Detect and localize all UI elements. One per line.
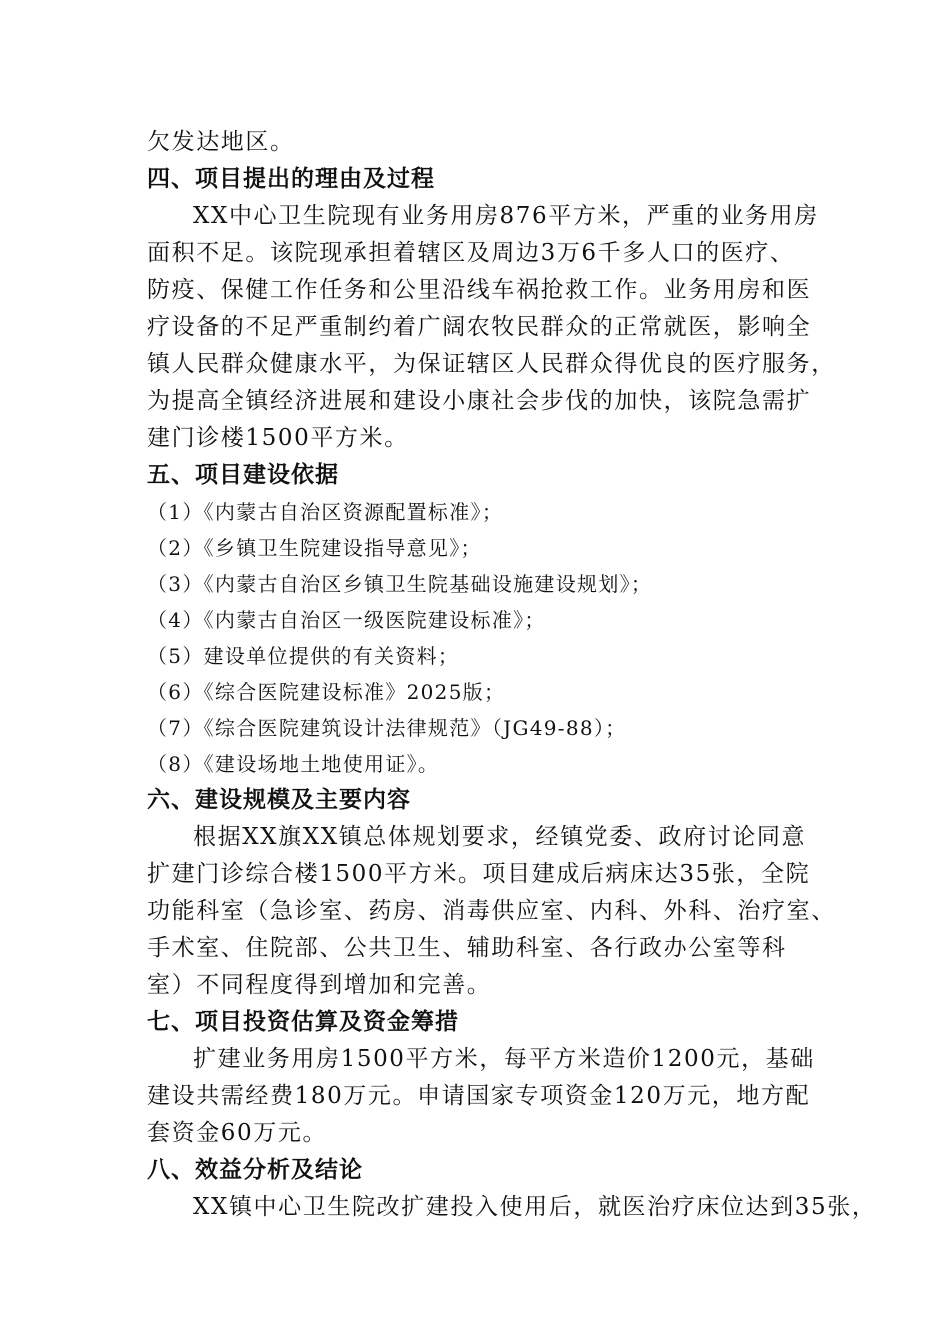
paragraph-line: 套资金60万元。 <box>147 1120 328 1146</box>
paragraph-line: 建门诊楼1500平方米。 <box>147 425 409 451</box>
paragraph-line: 防疫、保健工作任务和公里沿线车祸抢救工作。业务用房和医 <box>147 277 812 303</box>
paragraph-line: XX中心卫生院现有业务用房876平方米，严重的业务用房 <box>193 203 819 229</box>
paragraph-line: XX镇中心卫生院改扩建投入使用后，就医治疗床位达到35张， <box>193 1194 877 1220</box>
list-item: （8）《建设场地土地使用证》。 <box>147 752 440 776</box>
section-heading-8: 八、效益分析及结论 <box>147 1157 363 1183</box>
section-heading-7: 七、项目投资估算及资金筹措 <box>147 1009 459 1035</box>
paragraph-line: 室）不同程度得到增加和完善。 <box>147 972 492 998</box>
paragraph-line: 疗设备的不足严重制约着广阔农牧民群众的正常就医，影响全 <box>147 314 812 340</box>
list-item: （3）《内蒙古自治区乡镇卫生院基础设施建设规划》； <box>147 572 653 596</box>
list-item: （2）《乡镇卫生院建设指导意见》； <box>147 536 482 560</box>
paragraph-line: 为提高全镇经济进展和建设小康社会步伐的加快，该院急需扩 <box>147 388 812 414</box>
paragraph-line: 建设共需经费180万元。申请国家专项资金120万元，地方配 <box>147 1083 811 1109</box>
paragraph-line: 面积不足。该院现承担着辖区及周边3万6千多人口的医疗、 <box>147 240 795 266</box>
paragraph-line: 扩建门诊综合楼1500平方米。项目建成后病床达35张，全院 <box>147 861 811 887</box>
text-line: 欠发达地区。 <box>147 129 295 155</box>
list-item: （5）建设单位提供的有关资料； <box>147 644 460 668</box>
paragraph-line: 功能科室（急诊室、药房、消毒供应室、内科、外科、治疗室、 <box>147 898 836 924</box>
list-item: （4）《内蒙古自治区一级医院建设标准》； <box>147 608 546 632</box>
section-heading-5: 五、项目建设依据 <box>147 462 339 488</box>
section-heading-6: 六、建设规模及主要内容 <box>147 787 411 813</box>
section-heading-4: 四、项目提出的理由及过程 <box>147 166 435 192</box>
paragraph-line: 镇人民群众健康水平，为保证辖区人民群众得优良的医疗服务， <box>147 351 836 377</box>
paragraph-line: 手术室、住院部、公共卫生、辅助科室、各行政办公室等科 <box>147 935 787 961</box>
document-body <box>147 124 877 1226</box>
list-item: （6）《综合医院建设标准》2025版； <box>147 680 506 704</box>
list-item: （1）《内蒙古自治区资源配置标准》； <box>147 500 504 524</box>
paragraph-line: 扩建业务用房1500平方米，每平方米造价1200元，基础 <box>193 1046 815 1072</box>
list-item: （7）《综合医院建筑设计法律规范》（JG49-88）； <box>147 716 627 740</box>
paragraph-line: 根据XX旗XX镇总体规划要求，经镇党委、政府讨论同意 <box>193 824 807 850</box>
